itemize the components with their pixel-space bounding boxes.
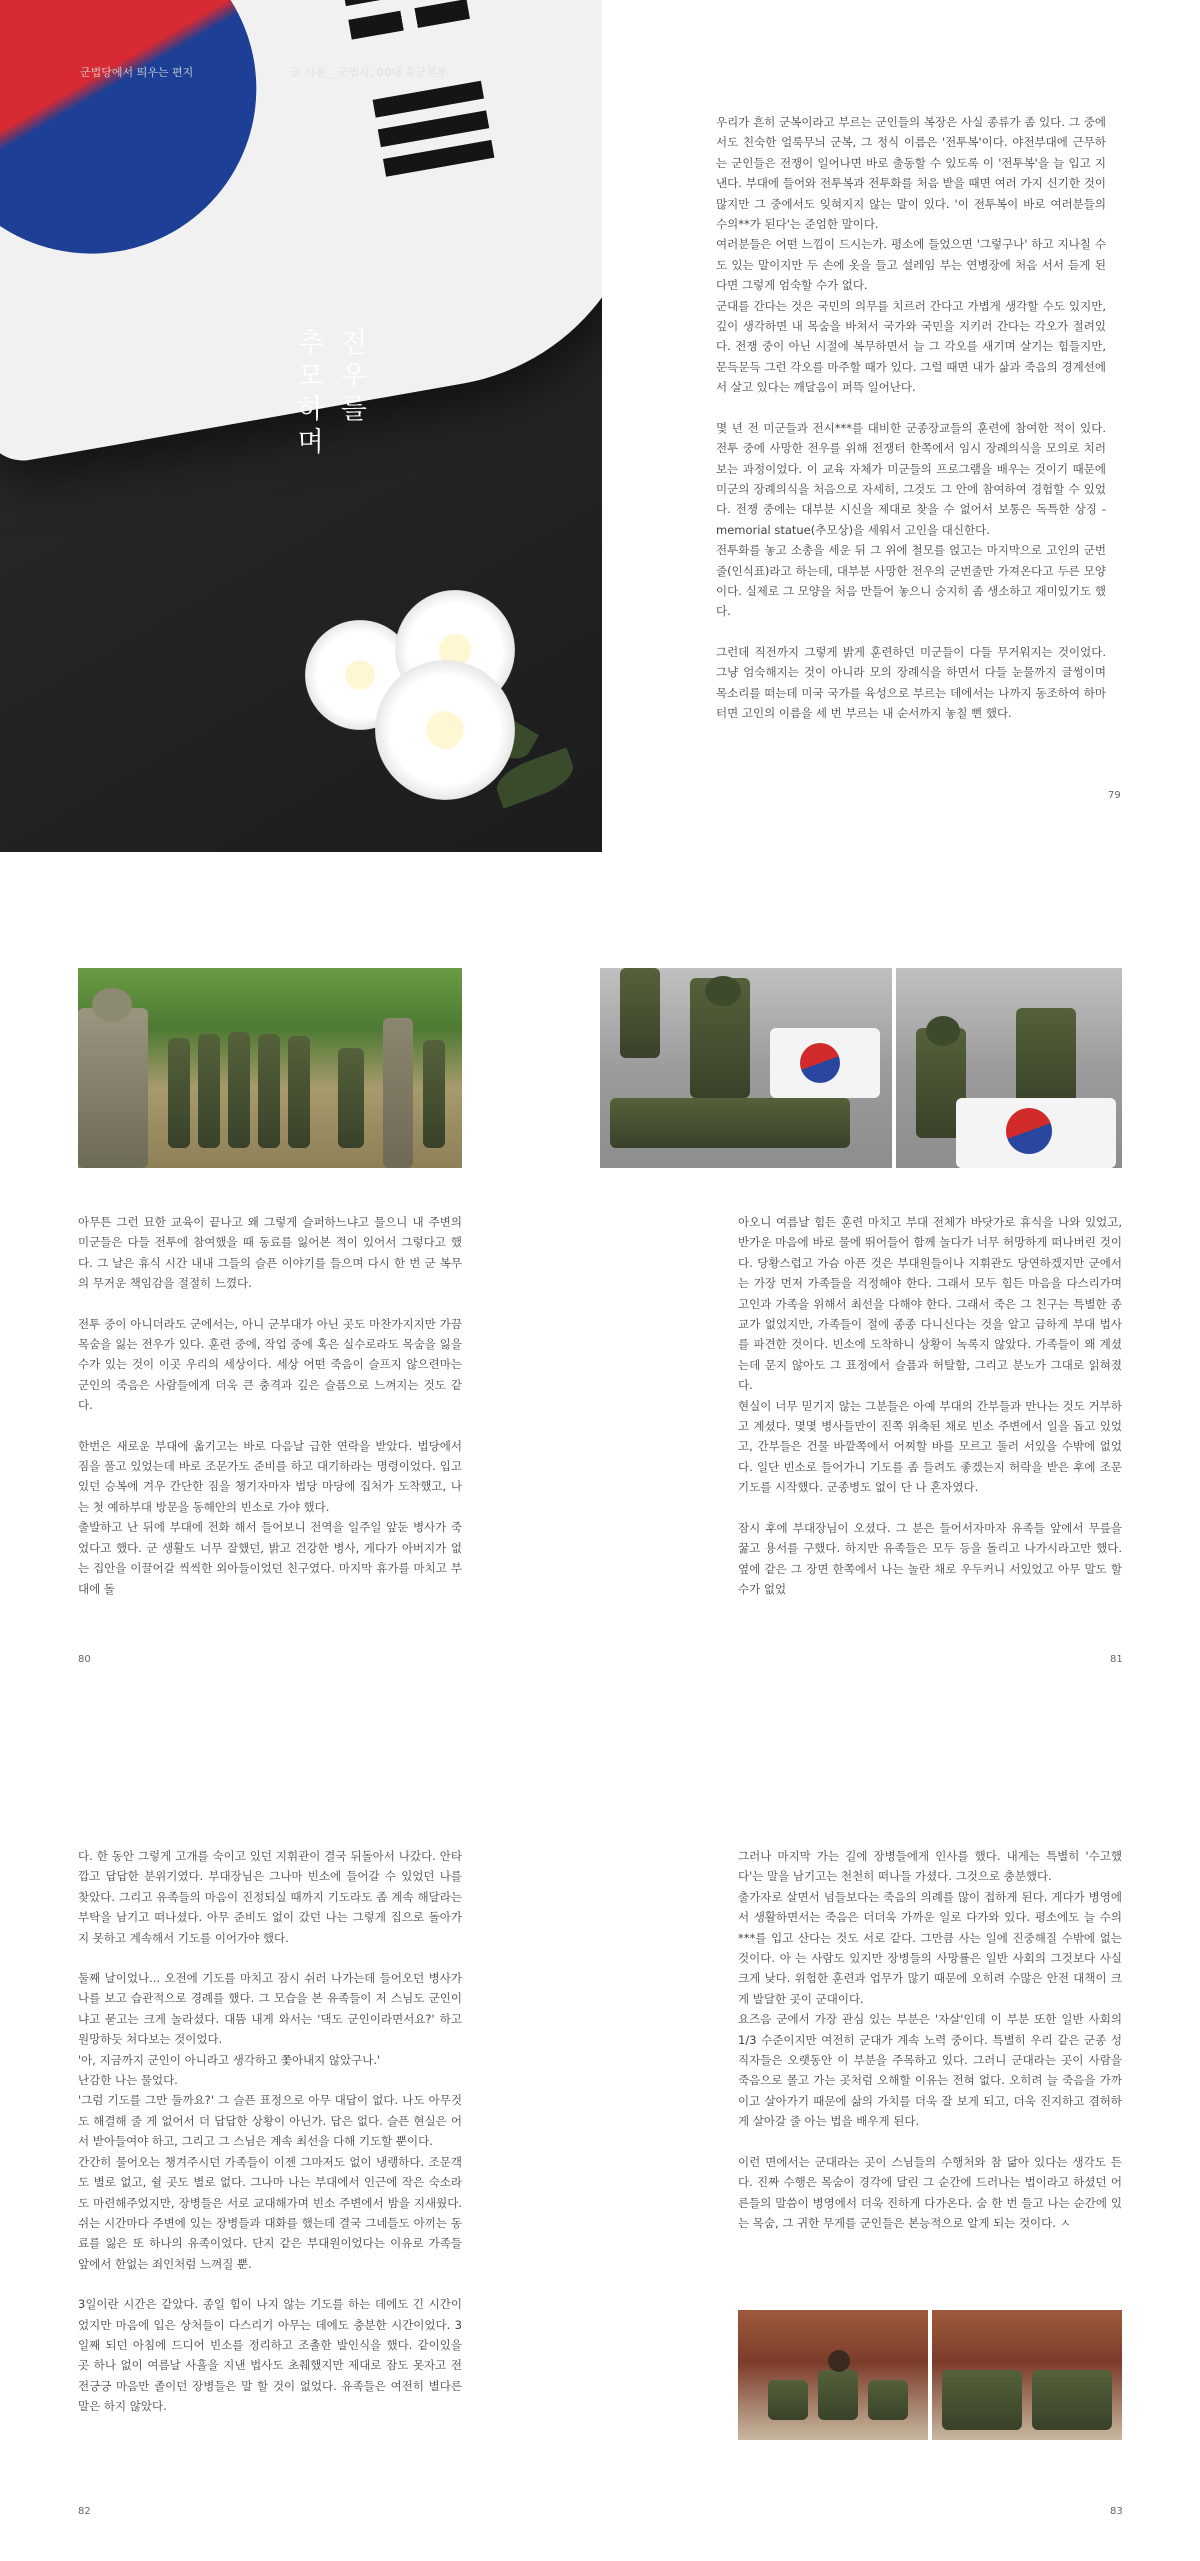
soldiers-ceremony-photo	[78, 968, 462, 1168]
spread-pages-80-81	[0, 950, 1200, 1690]
paragraph: 잠시 후에 부대장님이 오셨다. 그 분은 들어서자마자 유족들 앞에서 무릎을 꿇고 용서를 구했다. 하지만 유족들은 모두 등을 돌리고 나가시라고만 했다. 옆에 같은 그 장면 한쪽에서 나는 놀란 채로 우두커니 서있었고 아무 말도 할 수가 없었	[738, 1520, 1122, 1596]
body-text-p79	[716, 112, 1106, 723]
paragraph: 이런 면에서는 군대라는 곳이 스님들의 수행처와 참 닮아 있다는 생각도 든다. 진짜 수행은 목숨이 경각에 달린 그 순간에 드러나는 법이라고 하셨던 어른들의 말씀이 병영에서 더욱 진하게 다가온다. 숨 한 번 들고 나는 순간에 있는 목숨, 그 귀한 무게를 군인들은 본능적으로 알게 되는 것이다. ㅅ	[738, 2154, 1122, 2230]
paragraph: 간간히 물어오는 챙겨주시던 가족들이 이젠 그마저도 없이 냉랭하다. 조문객도 별로 없고, 쉴 곳도 별로 없다. 그나마 나는 부대에서 인근에 작은 숙소라도 마련해주었지만, 장병들은 서로 교대해가며 빈소 주변에서 밤을 지새웠다. 쉬는 시간마다 주변에 있는 장병들과 대화를 했는데 결국 그네들도 아끼는 동료를 잃은 또 하나의 유족이었다. 단지 같은 부대원이었다는 이유로 가족들 앞에서 한없는 죄인처럼 느껴질 뿐.	[78, 2154, 462, 2271]
body-text-p83	[738, 1846, 1122, 2233]
cover-photo	[0, 0, 602, 852]
title-line-2: 추모하며	[292, 328, 324, 460]
paragraph: 군대를 간다는 것은 국민의 의무를 치르러 간다고 가볍게 생각할 수도 있지만, 깊이 생각하면 내 목숨을 바쳐서 국가와 국민을 지키러 간다는 각오가 절려있다. 전쟁 중이 아닌 시절에 복무하면서 늘 그 각오를 새기며 살기는 힘들지만, 문득문득 그런 각오를 마주할 때가 있다. 그럴 때면 내가 삶과 죽음의 경계선에서 살고 있다는 깨달음이 퍼뜩 일어난다.	[716, 298, 1106, 395]
paragraph: 출발하고 난 뒤에 부대에 전화 해서 들어보니 전역을 일주일 앞둔 병사가 죽었다고 했다. 군 생활도 너무 잘했던, 밝고 건강한 병사, 게다가 아버지가 없는 집안을 이끌어갈 씩씩한 외아들이었던 친구였다. 마지막 휴가를 마치고 부대에 돌	[78, 1520, 462, 1596]
paragraph: 요즈음 군에서 가장 관심 있는 부분은 '자살'인데 이 부분 또한 일반 사회의 1/3 수준이지만 여전히 군대가 계속 노력 중이다. 특별히 우리 같은 군종 성직자들은 오랫동안 이 부분을 주목하고 있다. 그러니 군대라는 곳이 사람을 죽음으로 몰고 가는 곳처럼 오해할 이유는 전혀 없다. 오히려 늘 죽음을 가까이고 살아가기 때문에 삶의 가치를 더욱 잘 보게 되고, 더욱 진지하고 겸허하게 살아갈 줄 아는 법을 배우게 된다.	[738, 2012, 1122, 2129]
paragraph: 난감한 나는 물었다.	[78, 2073, 178, 2088]
spread-pages-78-79	[0, 0, 1200, 852]
article-title	[286, 328, 372, 460]
paragraph: '아, 지금까지 군인이 아니라고 생각하고 쫓아내지 않았구나.'	[78, 2052, 381, 2067]
paragraph: 현실이 너무 믿기지 않는 그분들은 아예 부대의 간부들과 만나는 것도 거부하고 계셨다. 몇몇 병사들만이 진쪽 위축된 채로 빈소 주변에서 일을 돕고 있었고, 간부들은 건물 바깥쪽에서 어찌할 바를 모르고 둘러 서있을 수밖에 없었다. 일단 빈소로 들어가니 기도를 좀 들려도 좋겠는지 허락을 받은 후에 조문 기도를 시작했다. 군종병도 없이 단 나 혼자였다.	[738, 1398, 1122, 1495]
trigram-mark	[373, 81, 500, 208]
title-line-1: 전우를	[335, 328, 367, 427]
author-credit: 글 지용 _ 군법사, 00대 육군본부	[290, 66, 448, 79]
trigram-mark	[331, 0, 475, 67]
page-number: 79	[1108, 790, 1121, 801]
paragraph: 아무튼 그런 묘한 교육이 끝나고 왜 그렇게 슬퍼하느냐고 물으니 내 주변의 미군들은 다들 전투에 참여했을 때 동료를 잃어본 적이 있어서 그렇다고 했다. 그 날은 휴식 시간 내내 그들의 슬픈 이야기를 들으며 다시 한 번 군 복무의 무거운 책임감을 절절히 느꼈다.	[78, 1215, 462, 1291]
body-text-p82	[78, 1846, 462, 2417]
column-name: 군법당에서 띄우는 편지	[80, 66, 194, 79]
paragraph: 둘째 날이었나... 오전에 기도를 마치고 잠시 쉬러 나가는데 들어오던 병사가 나를 보고 습관적으로 경례를 했다. 그 모습을 본 유족들이 저 스님도 군인이냐고 묻고는 크게 놀라셨다. 대뜸 내게 와서는 '댁도 군인이라면서요?' 하고 원망하듯 쳐다보는 것이었다.	[78, 1971, 462, 2047]
paragraph: 다. 한 동안 그렇게 고개를 숙이고 있던 지휘관이 결국 뒤돌아서 나갔다. 안타깝고 답답한 분위기였다. 부대장님은 그나마 빈소에 들어갈 수 있었던 나를 찾았다. 그리고 유족들의 마음이 진정되실 때까지 기도라도 좀 계속 해달라는 부탁을 남기고 떠나셨다. 아무 준비도 없이 갔던 나는 그렇게 집으로 돌아가지 못하고 계속해서 기도를 이어가야 했다.	[78, 1849, 462, 1945]
paragraph: 출가자로 살면서 넘들보다는 죽음의 의례를 많이 접하게 된다. 게다가 병영에서 생활하면서는 죽음은 더더욱 가까운 일로 다가와 있다. 평소에도 늘 수의***를 입고 산다는 것도 서로 같다. 그만큼 사는 일에 진중해질 수밖에 없는 것이다. 아 는 사람도 있지만 장병들의 사망률은 일반 사회의 그것보다 사실 크게 낮다. 위험한 훈련과 업무가 많기 때문에 오히려 수많은 안전 대책이 크게 발달한 곳이 군대이다.	[738, 1889, 1122, 2006]
paragraph: 한번은 새로운 부대에 옮기고는 바로 다음날 급한 연락을 받았다. 법당에서 짐을 풀고 있었는데 바로 조문가도 준비를 하고 대기하라는 명령이었다. 입고 있던 승복에 겨우 간단한 짐을 챙기자마자 법당 마당에 집처가 도착했고, 나는 첫 예하부대 방문을 동해안의 빈소로 가야 했다.	[78, 1438, 462, 1514]
paragraph: 아오니 여름날 힘든 훈련 마치고 부대 전체가 바닷가로 휴식을 나와 있었고, 반가운 마음에 바로 물에 뛰어들어 함께 놀다가 너무 허망하게 떠나버린 것이다. 당황스럽고 가슴 아픈 것은 부대원들이나 지휘관도 당연하겠지만 군에서는 가장 먼저 가족들을 걱정해야 한다. 그래서 모두 힘든 마음을 다스리가며 고인과 가족을 위해서 최선을 다해야 한다. 그래서 죽은 그 친구는 특별한 종교가 없었지만, 가족들이 절에 종종 다니신다는 것을 알고 급하게 부대 법사를 파견한 것이다. 빈소에 도착하니 상황이 녹록지 않았다. 가족들이 왜 계셨는데 문지 않아도 그 표정에서 슬픔과 허탈함, 그리고 분노가 그대로 읽혀졌다.	[738, 1215, 1122, 1393]
page-number: 81	[1110, 1654, 1123, 1665]
page-number: 83	[1110, 2506, 1123, 2517]
body-text-p80	[78, 1212, 462, 1599]
paragraph: 몇 년 전 미군들과 전시***를 대비한 군종장교들의 훈련에 참여한 적이 있다. 전투 중에 사망한 전우를 위해 전쟁터 한쪽에서 임시 장례의식을 모의로 치러보는 과정이었다. 이 교육 자체가 미군들의 프로그램을 배우는 것이기 때문에 미군의 장례의식을 처음으로 자세히, 그것도 그 안에 참여하여 경험할 수 있었다. 전쟁 중에는 대부분 시신을 제대로 찾을 수 없어서 보통은 독특한 상징 - memorial statue(추모상)을 세워서 고인을 대신한다.	[716, 420, 1106, 537]
prostration-photo-right	[932, 2310, 1122, 2440]
paragraph: 그러나 마지막 가는 길에 장병들에게 인사를 했다. 내게는 특별히 '수고했다'는 말을 남기고는 천천히 떠나들 가셨다. 그것으로 충분했다.	[738, 1849, 1122, 1884]
page-number: 82	[78, 2506, 91, 2517]
cover-header	[80, 64, 448, 80]
paragraph: 전투화를 놓고 소총을 세운 뒤 그 위에 철모를 얹고는 마지막으로 고인의 군번 줄(인식표)라고 하는데, 대부분 사망한 전우의 군번줄만 가져온다고 두른 모양이다. 실제로 그 모양을 처음 만들어 놓으니 숭지히 좀 생소하고 재미있기도 했다.	[716, 543, 1106, 619]
body-text-p81	[738, 1212, 1122, 1599]
spread-pages-82-83	[0, 1790, 1200, 2561]
page-number: 80	[78, 1654, 91, 1665]
chrysanthemum-flowers	[295, 590, 595, 840]
prostration-photo-left	[738, 2310, 928, 2440]
white-chrysanthemum	[375, 660, 515, 800]
paragraph: 우리가 흔히 군복이라고 부르는 군인들의 복장은 사실 종류가 좀 있다. 그 중에서도 친숙한 얼룩무늬 군복, 그 정식 이름은 '전투복'이다. 야전부대에 근무하는 군인들은 전쟁이 일어나면 바로 출동할 수 있도록 이 '전투복'을 늘 입고 지낸다. 부대에 들어와 전투복과 전투화를 처음 받을 때면 여러 가지 신기한 것이 많지만 그 중에서도 잊혀지지 않는 말이 있다. '이 전투복이 바로 여러분들의 수의**가 된다'는 준엄한 말이다.	[716, 115, 1106, 232]
taeguk-emblem	[0, 0, 282, 280]
paragraph: '그럼 기도를 그만 둘까요?' 그 슬픈 표정으로 아무 대답이 없다. 나도 아무것도 해결해 줄 게 없어서 더 답답한 상황이 아닌가. 답은 없다. 슬픈 현실은 어서 받아들여야 하고, 그리고 그 스님은 계속 최선을 다해 기도할 뿐이다.	[78, 2093, 462, 2149]
memorial-drill-photo	[600, 968, 892, 1168]
paragraph: 3일이란 시간은 같았다. 종일 힘이 나지 않는 기도를 하는 데에도 긴 시간이었지만 마음에 입은 상처들이 다스리기 아무는 데에도 충분한 시간이었다. 3일째 되던 아침에 드디어 빈소를 정리하고 조촐한 발인식을 했다. 같이있을 곳 하나 없이 여름날 사흘을 지낸 법사도 초췌했지만 제대로 잠도 못자고 전전긍긍 마음만 졸이던 장병들은 말 할 것이 없었다. 유족들은 여전히 별다른 말은 하지 않았다.	[78, 2297, 462, 2414]
flag-covered-stretcher-photo	[896, 968, 1122, 1168]
paragraph: 전투 중이 아니더라도 군에서는, 아니 군부대가 아닌 곳도 마찬가지지만 가끔 목숨을 잃는 전우가 있다. 훈련 중에, 작업 중에 혹은 실수로라도 목숨을 잃을 수가 있는 것이 이곳 우리의 세상이다. 세상 어떤 죽음이 슬프지 않으련마는 군인의 죽음은 사람들에게 더욱 큰 충격과 깊은 슬픔으로 느껴지는 것도 같다.	[78, 1316, 462, 1413]
paragraph: 그런데 직전까지 그렇게 밝게 훈련하던 미군들이 다들 무거워지는 것이었다. 그냥 엄숙해지는 것이 아니라 모의 장례식을 하면서 다들 눈물까지 글썽이며 목소리를 떠는데 미국 국가를 육성으로 부르는 데에서는 나까지 동조하여 하마터면 고인의 이름을 세 번 부르는 내 순서까지 놓칠 뻔 했다.	[716, 644, 1106, 720]
paragraph: 여러분들은 어떤 느낌이 드시는가. 평소에 들었으면 '그렇구나' 하고 지나칠 수도 있는 말이지만 두 손에 옷을 들고 설레임 부는 연병장에 처음 서서 듣게 된다면 그렇게 엄숙할 수가 없다.	[716, 237, 1106, 293]
